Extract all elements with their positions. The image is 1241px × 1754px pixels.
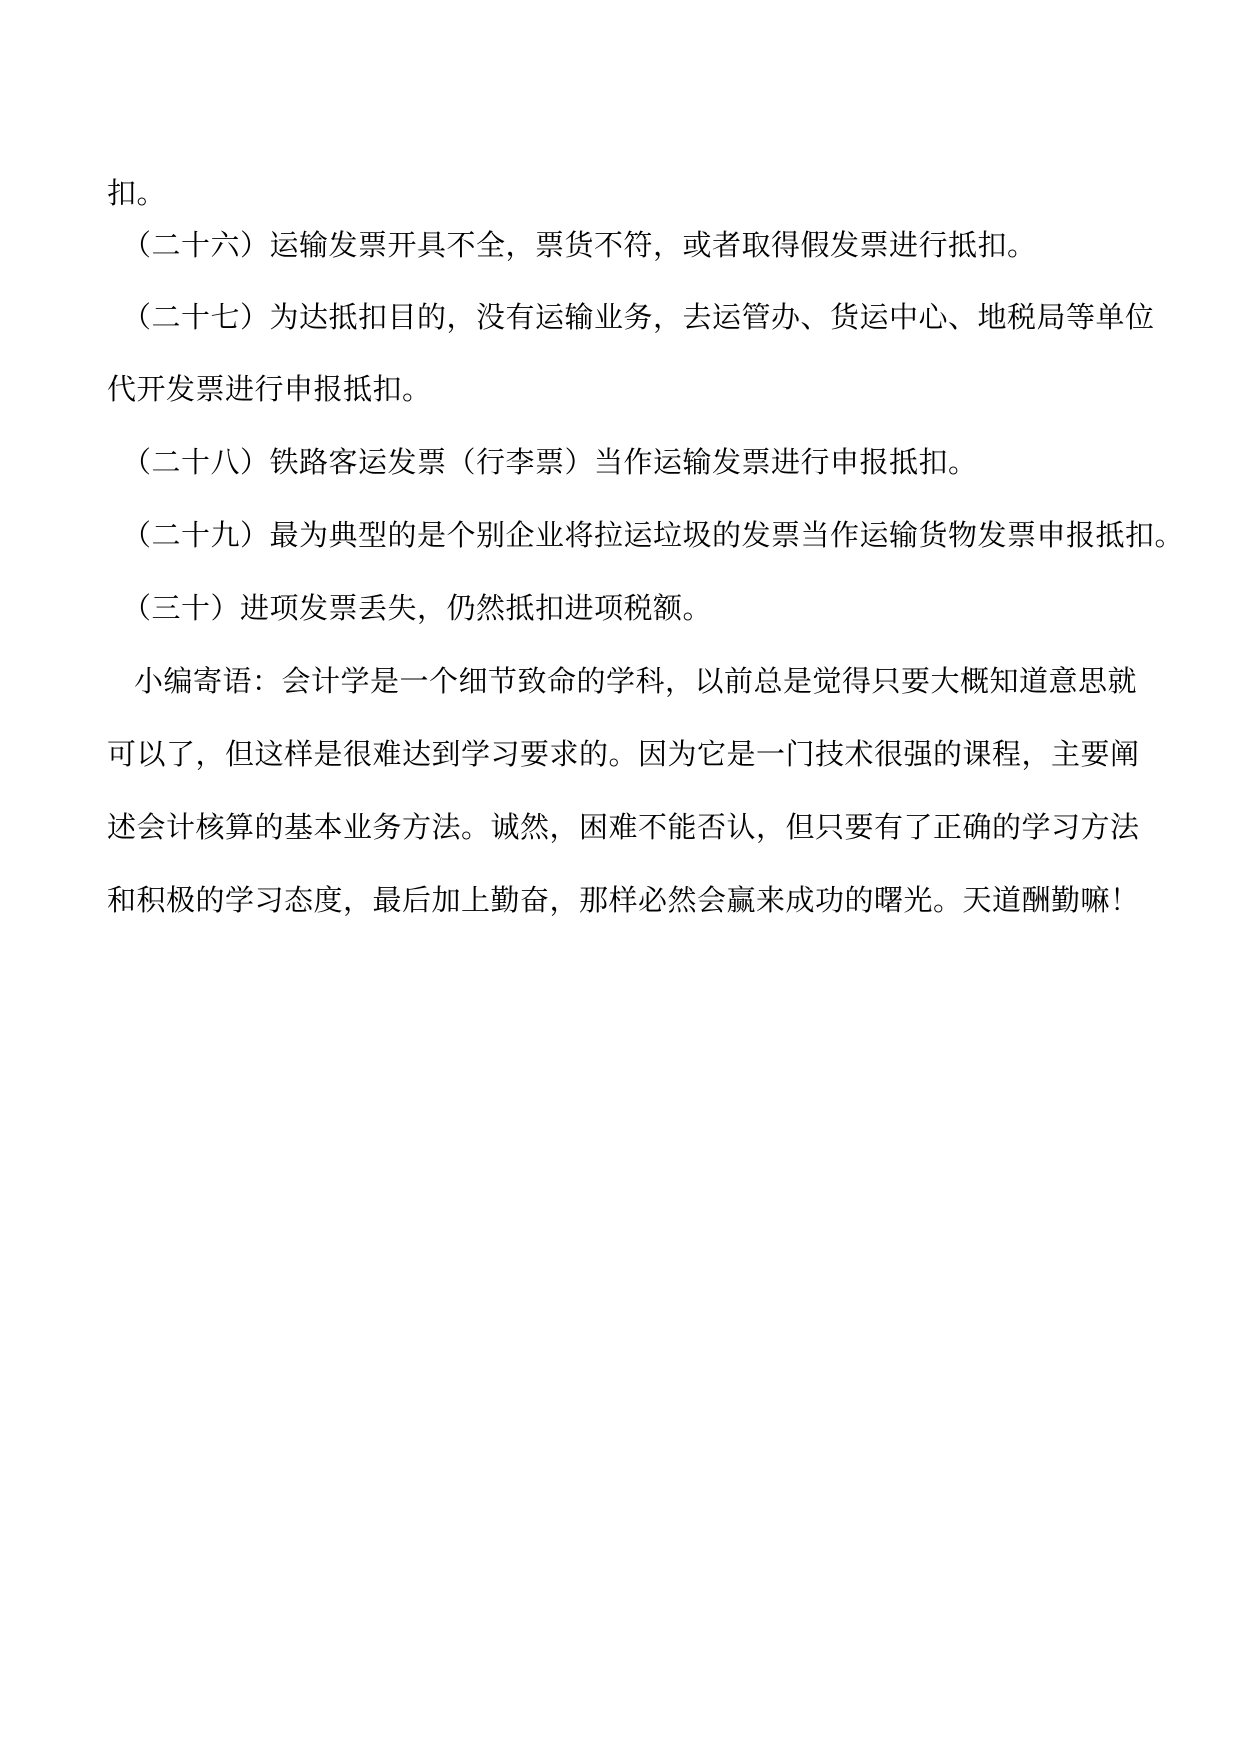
text-line-editor-note-1: 小编寄语：会计学是一个细节致命的学科，以前总是觉得只要大概知道意思就	[134, 664, 1138, 698]
text-line-item-30: （三十）进项发票丢失，仍然抵扣进项税额。	[122, 591, 713, 625]
text-line-item-28: （二十八）铁路客运发票（行李票）当作运输发票进行申报抵扣。	[122, 445, 978, 479]
text-line-item-26: （二十六）运输发票开具不全，票货不符，或者取得假发票进行抵扣。	[122, 228, 1037, 262]
text-line-continuation: 扣。	[107, 176, 167, 210]
text-line-item-27: （二十七）为达抵扣目的，没有运输业务，去运管办、货运中心、地税局等单位	[122, 300, 1155, 334]
text-line-item-29: （二十九）最为典型的是个别企业将拉运垃圾的发票当作运输货物发票申报抵扣。	[122, 518, 1185, 552]
text-line-item-27-cont: 代开发票进行申报抵扣。	[107, 372, 432, 406]
text-line-editor-note-2: 可以了，但这样是很难达到学习要求的。因为它是一门技术很强的课程，主要阐	[107, 737, 1140, 771]
text-line-editor-note-4: 和积极的学习态度，最后加上勤奋，那样必然会赢来成功的曙光。天道酬勤嘛！	[107, 883, 1140, 917]
text-line-editor-note-3: 述会计核算的基本业务方法。诚然，困难不能否认，但只要有了正确的学习方法	[107, 810, 1140, 844]
